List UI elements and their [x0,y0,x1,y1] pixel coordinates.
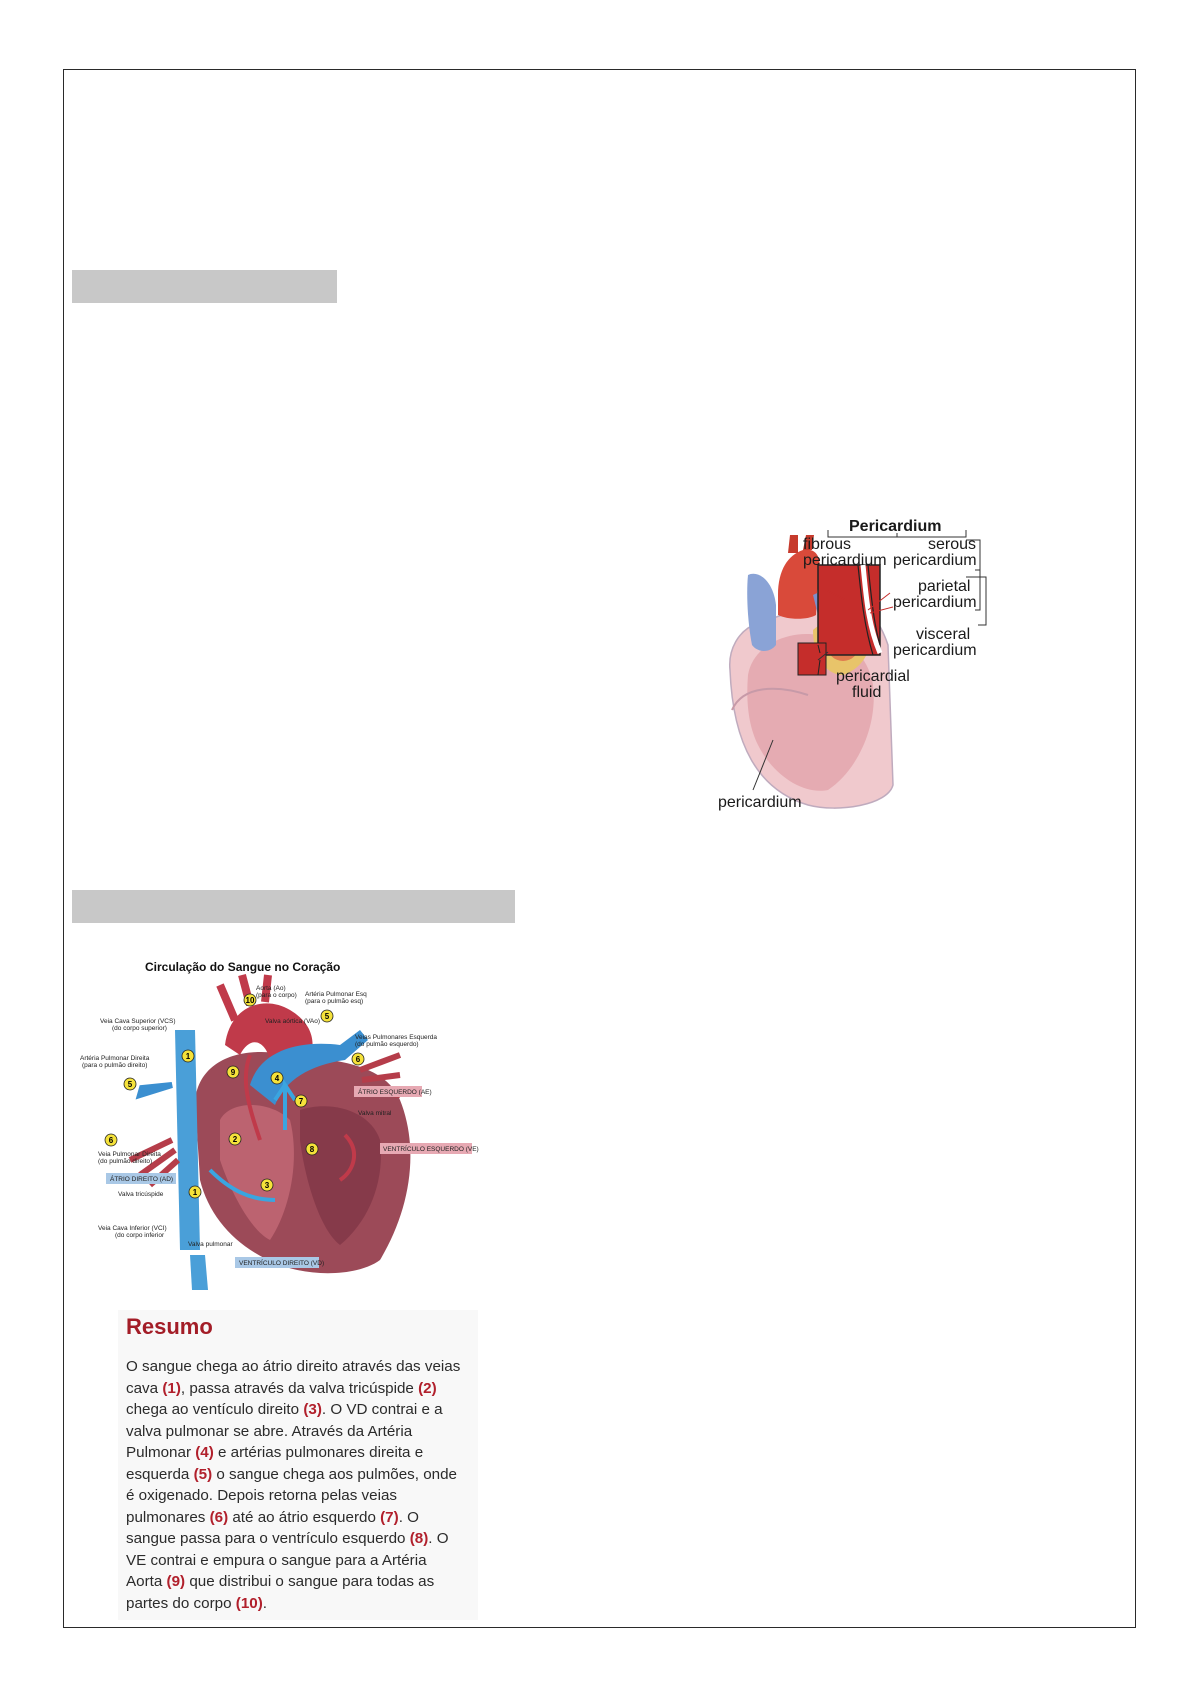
serous-label: serous [928,536,977,553]
serous-label: pericardium [893,552,977,569]
resumo-text: e artérias pulmonares direita e esquerda [126,1444,424,1483]
resumo-text: o sangue chega aos pulmões, onde é oxigenado. Depois retorna pelas veias pulmonares [126,1465,457,1526]
step-number-ref: (9) [166,1573,186,1590]
step-marker-number: 3 [264,1181,270,1190]
vcs-label: Veia Cava Superior (VCS) [100,1018,176,1025]
vent-esq-label: VENTRÍCULO ESQUERDO (VE) [383,1146,479,1153]
step-number-ref: (10) [235,1594,263,1612]
apd-label: Artéria Pulmonar Direita [80,1055,150,1062]
section-heading-bar [72,890,515,923]
resumo-text: . O VD contrai e a valva pulmonar se abre. Através da Artéria Pulmonar [126,1401,443,1461]
vci-label: (do corpo inferior [115,1232,165,1239]
vci-label: Veia Cava Inferior (VCI) [98,1225,167,1232]
step-marker-number: 10 [245,996,255,1005]
atrio-dir-label: ÁTRIO DIREITO (AD) [110,1176,174,1183]
fluid-label: fluid [852,684,882,701]
apd-label: (para o pulmão direito) [82,1062,148,1069]
pericardium-figure [718,518,1078,835]
resumo-text: , passa através da valva tricúspide [180,1379,419,1397]
valva-aortica-label: Valva aórtica (VAo) [265,1018,321,1025]
circulation-title: Circulação do Sangue no Coração [145,960,341,974]
resumo-body [126,1356,466,1614]
fibrous-label: pericardium [803,552,887,569]
step-marker-number: 9 [230,1068,236,1077]
step-number-ref: (4) [195,1444,214,1461]
step-marker-number: 6 [108,1136,114,1145]
vpd-label: Veia Pulmonar Direita [98,1151,161,1158]
pericardium-label: pericardium [718,794,802,811]
vent-dir-label: VENTRÍCULO DIREITO (VD) [239,1260,325,1267]
step-number-ref: (2) [418,1379,437,1397]
step-number-ref: (1) [162,1379,181,1397]
step-number-ref: (3) [303,1401,322,1418]
step-number-ref: (5) [193,1465,213,1483]
atrio-esq-label: ÁTRIO ESQUERDO (AE) [358,1089,432,1096]
resumo-text: . [262,1594,268,1612]
vpd-label: (do pulmão direito) [98,1158,153,1165]
section-heading-bar [72,270,337,303]
vcs-label: (do corpo superior) [112,1025,167,1032]
step-marker-number: 2 [232,1135,238,1144]
visceral-label: visceral [916,626,971,643]
step-marker-number: 5 [127,1080,133,1089]
valva-pulm-label: Valva pulmonar [188,1241,233,1248]
resumo-text: até ao átrio esquerdo [228,1508,381,1526]
circulation-figure [80,960,510,1305]
aorta-label: Aorta (Ao) [256,985,286,992]
resumo-text: O sangue chega ao átrio direito através das veias cava [126,1358,461,1397]
step-marker-number: 4 [274,1074,280,1083]
resumo-text: chega ao ventículo direito [126,1401,304,1418]
vpe-label: (do pulmão esquerdo) [355,1041,419,1048]
visceral-label: pericardium [893,642,977,659]
step-number-ref: (6) [209,1508,229,1526]
resumo-title: Resumo [126,1314,213,1339]
step-marker-number: 8 [309,1145,315,1154]
step-marker-number: 7 [298,1097,304,1106]
aorta-label: (para o corpo) [256,992,297,999]
pericardium-title: Pericardium [849,518,942,535]
step-marker-number: 5 [324,1012,330,1021]
fibrous-label: fibrous [803,536,852,553]
vpe-label: Veias Pulmonares Esquerda [355,1034,438,1041]
resumo-box [118,1310,478,1620]
step-marker-number: 6 [355,1055,361,1064]
resumo-text: que distribui o sangue para todas as partes do corpo [126,1573,435,1612]
apulm-esq-label: Artéria Pulmonar Esq [305,991,367,998]
apulm-esq-label: (para o pulmão esq) [305,998,364,1005]
parietal-label: parietal [918,578,971,595]
step-number-ref: (7) [380,1508,399,1526]
step-marker-number: 1 [192,1188,198,1197]
resumo-text: . O sangue passa para o ventrículo esquerdo [126,1508,419,1547]
step-number-ref: (8) [409,1530,429,1547]
parietal-label: pericardium [893,594,977,611]
step-marker-number: 1 [185,1052,191,1061]
resumo-text: . O VE contrai e empura o sangue para a Artéria Aorta [126,1530,449,1590]
valva-mitral-label: Valva mitral [358,1110,392,1117]
valva-tric-label: Valva tricúspide [118,1191,164,1198]
fluid-label: pericardial [836,668,910,685]
